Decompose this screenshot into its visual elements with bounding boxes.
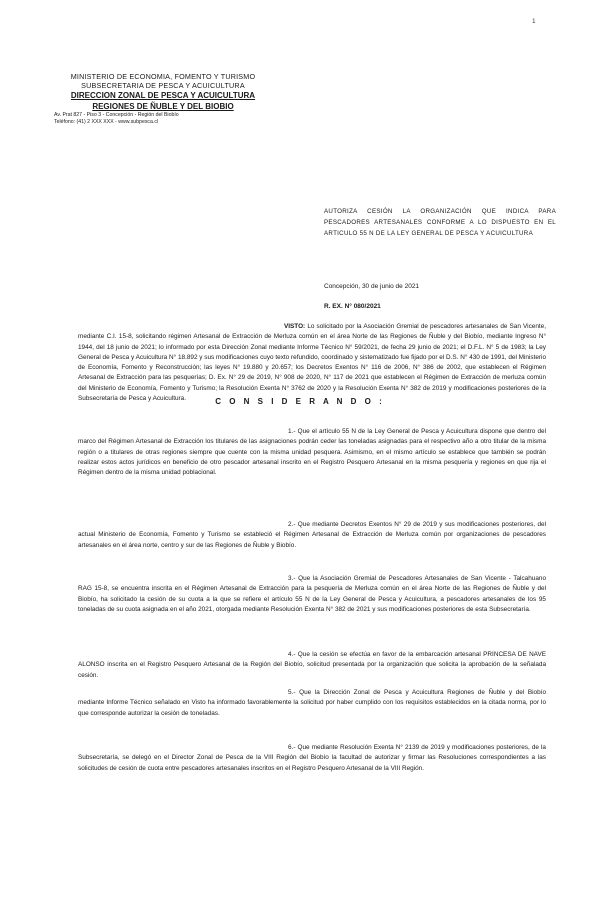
letterhead bbox=[48, 72, 278, 126]
considerando-5: 5.- Que la Dirección Zonal de Pesca y Acuicultura Regiones de Ñuble y del Biobío mediante Informe Técnico señalado en Visto ha informado favorablemente la solicitud por haber cumplido con los requisitos establecidos en la citada norma, por lo que corresponde autorizar la cesión de toneladas. bbox=[78, 689, 546, 717]
considerando-6: 6.- Que mediante Resolución Exenta N° 2139 de 2019 y modificaciones posteriores, de la Subsecretaría, se delegó en el Director Zonal de Pesca de la VIII Región del Biobío la facultad de autorizar y firmar las Resoluciones correspondientes a las solicitudes de cesión de cuota entre pescadores artesanales inscritos en el Registro Pesquero Artesanal de la VIII Región. bbox=[78, 744, 546, 772]
subject-block: AUTORIZA CESIÓN LA ORGANIZACIÓN QUE INDICA PARA PESCADORES ARTESANALES CONFORME A LO DISPUESTO EN EL ARTICULO 55 N DE LA LEY GENERAL DE PESCA Y ACUICULTURA bbox=[324, 208, 556, 237]
address-line-1: Av. Prat 827 - Piso 3 - Concepción - Región del Biobío bbox=[54, 112, 179, 118]
direction-line: DIRECCION ZONAL DE PESCA Y ACUICULTURA bbox=[70, 91, 256, 100]
visto-label: VISTO: bbox=[284, 323, 306, 330]
ministry-line: MINISTERIO DE ECONOMIA, FOMENTO Y TURISMO bbox=[70, 72, 256, 81]
regions-line: REGIONES DE ÑUBLE Y DEL BIOBIO bbox=[92, 102, 234, 111]
undersecretariat-line: SUBSECRETARIA DE PESCA Y ACUICULTURA bbox=[81, 81, 245, 90]
considerando-4: 4.- Que la cesión se efectúa en favor de la embarcación artesanal PRINCESA DE NAVE ALONSO inscrita en el Registro Pesquero Artesanal de la Región del Biobío, solicitud presentada por la organización que solicita la aprobación de la señalada cesión. bbox=[78, 651, 546, 679]
resolution-number: R. EX. N° 080/2021 bbox=[324, 303, 381, 310]
place-date: Concepción, 30 de junio de 2021 bbox=[324, 283, 420, 290]
considerando-2: 2.- Que mediante Decretos Exentos N° 29 de 2019 y sus modificaciones posteriores, del actual Ministerio de Economía, Fomento y Turismo se estableció el Régimen Artesanal de Extracción de Merluza común por organizaciones de pescadores artesanales en el área norte, centro y sur de las Regiones de Ñuble y Biobío. bbox=[78, 521, 546, 549]
considerando-title: C O N S I D E R A N D O : bbox=[215, 397, 385, 406]
considerando-3: 3.- Que la Asociación Gremial de Pescadores Artesanales de San Vicente - Talcahuano RAG 15-8, se encuentra inscrita en el Régimen Artesanal de Extracción para la pesquería de Merluza común en el área Norte de las Regiones de Ñuble y del Biobío, ha solicitado la cesión de su cuota a la que se refiere el artículo 55 N de la Ley General de Pesca y Acuicultura, a pescadores artesanales de los 95 toneladas de su cuota asignada en el año 2021, otorgada mediante Resolución Exenta N° 382 de 2021 y sus modificaciones posteriores de esta Subsecretaría. bbox=[78, 575, 546, 613]
visto-paragraph bbox=[78, 322, 546, 404]
considerando-1: 1.- Que el artículo 55 N de la Ley General de Pesca y Acuicultura dispone que dentro del marco del Régimen Artesanal de Extracción los titulares de las asignaciones podrán ceder las toneladas asignadas para el respectivo año a otro titular de la misma región o a titulares de otras regiones siempre que cuente con la misma unidad pesquera. Asimismo, en el mismo artículo se establece que también se podrán realizar estos actos jurídicos en beneficio de otro pescador artesanal inscrito en el Registro Pesquero Artesanal en la misma pesquería y regiones en que rija el Régimen dentro de la misma unidad poblacional. bbox=[78, 428, 546, 477]
visto-text: Lo solicitado por la Asociación Gremial de pescadores artesanales de San Vicente, mediante C.I. 15-8, solicitando régimen Artesanal de Extracción de Merluza común en el área Norte de las Regiones de Ñuble y del Biobío, mediante Ingreso N° 1944, del 18 junio de 2021; lo informado por esta Dirección Zonal mediante Informe Técnico N° 59/2021, de fecha 29 junio de 2021; el D.F.L. N° 5 de 1983; la Ley General de Pesca y Acuicultura N° 18.892 y sus modificaciones cuyo texto refundido, coordinado y sistematizado fue fijado por el D.S. N° 430 de 1991, del Ministerio de Economía, Fomento y Reconstrucción; las leyes N° 19.880 y 20.657; los Decretos Exentos N° 116 de 2006, N° 386 de 2002, que establecen el Régimen Artesanal de Extracción para las pesquerías; D. Ex. N° 29 de 2019, N° 908 de 2020, N° 117 de 2021 que establecen el Régimen de Extracción de merluza común del Ministerio de Economía, Fomento y Turismo; la Resolución Exenta N° 3762 de 2020 y la Resolución Exenta N° 382 de 2019 y modificaciones posteriores de la Subsecretaría de Pesca y Acuicultura. bbox=[78, 323, 546, 403]
margin-number: 1 bbox=[532, 19, 536, 25]
address-line-2: Teléfono: (41) 2 XXX XXX - www.subpesca.cl bbox=[54, 119, 159, 125]
